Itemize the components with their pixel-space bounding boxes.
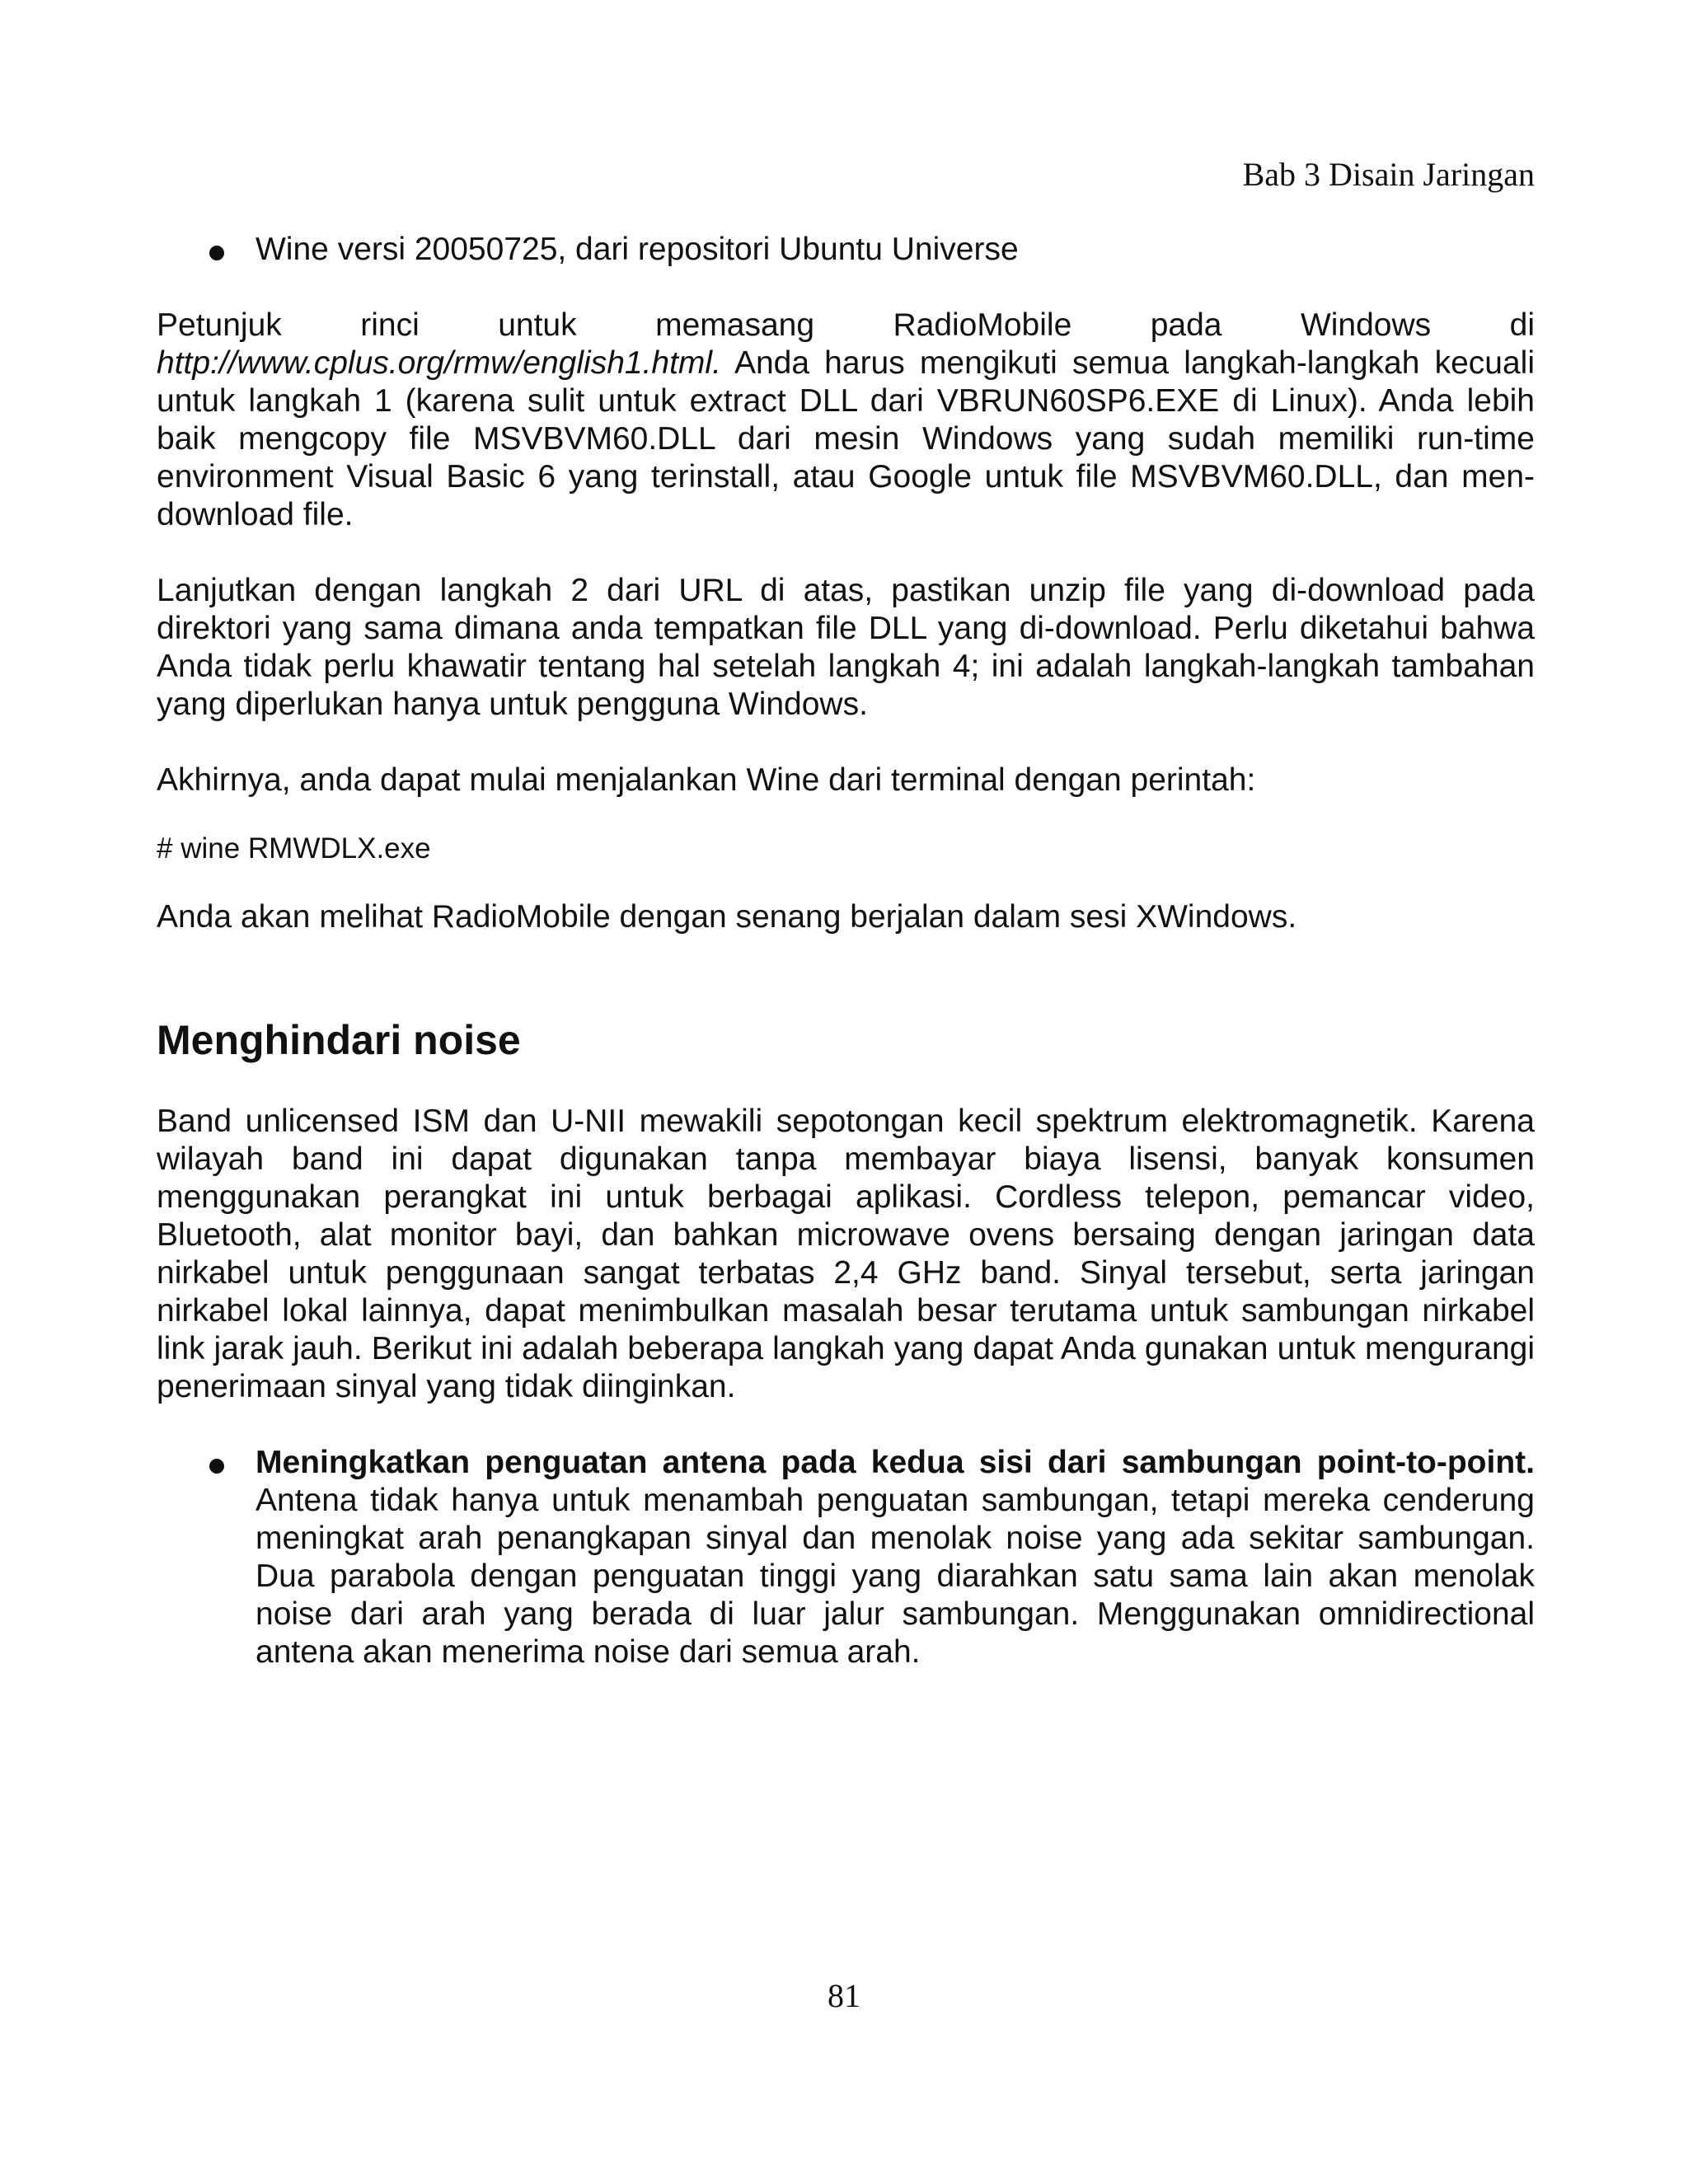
tip-title: Meningkatkan penguatan antena pada kedua sisi dari sambungan point-to-point. [256, 1445, 1535, 1480]
tip-text: Antena tidak hanya untuk menambah penguatan sambungan, tetapi mereka cenderung meningkat arah penangkapan sinyal dan menolak noise yang ada sekitar sambungan. Dua parabola dengan penguatan tinggi yang diarahkan satu sama lain akan menolak noise dari arah yang berada di luar jalur sambungan. Menggunakan omnidirectional antena akan menerima noise dari semua arah. [256, 1483, 1535, 1670]
command-line: # wine RMWDLX.exe [157, 832, 431, 865]
instructions-paragraph [157, 307, 1535, 534]
continue-paragraph: Lanjutkan dengan langkah 2 dari URL di atas, pastikan unzip file yang di-download pada direktori yang sama dimana anda tempatkan file DLL yang di-download. Perlu diketahui bahwa Anda tidak perlu khawatir tentang hal setelah langkah 4; ini adalah langkah-langkah tambahan yang diperlukan hanya untuk pengguna Windows. [157, 573, 1535, 722]
running-header: Bab 3 Disain Jaringan [1242, 156, 1535, 193]
page-number: 81 [828, 1977, 860, 2014]
instructions-lead: Petunjuk rinci untuk memasang RadioMobile pada Windows di [157, 307, 1535, 343]
result-paragraph: Anda akan melihat RadioMobile dengan senang berjalan dalam sesi XWindows. [157, 899, 1297, 935]
section-heading: Menghindari noise [157, 1017, 521, 1063]
list-item [157, 1444, 1535, 1671]
bullet-dot-icon [209, 246, 224, 260]
finally-paragraph: Akhirnya, anda dapat mulai menjalankan Wine dari terminal dengan perintah: [157, 762, 1256, 798]
section-intro-paragraph: Band unlicensed ISM dan U-NII mewakili sepotongan kecil spektrum elektromagnetik. Karena wilayah band ini dapat digunakan tanpa membayar biaya lisensi, banyak konsumen menggunakan perangkat ini untuk berbagai aplikasi. Cordless telepon, pemancar video, Bluetooth, alat monitor bayi, dan bahkan microwave ovens bersaing dengan jaringan data nirkabel untuk penggunaan sangat terbatas 2,4 GHz band. Sinyal tersebut, serta jaringan nirkabel lokal lainnya, dapat menimbulkan masalah besar terutama untuk sambungan nirkabel link jarak jauh. Berikut ini adalah beberapa langkah yang dapat Anda gunakan untuk mengurangi penerimaan sinyal yang tidak diinginkan. [157, 1104, 1535, 1404]
bullet-dot-icon [209, 1459, 224, 1474]
noise-tips-list [157, 1444, 1535, 1671]
page-body [157, 231, 1535, 1671]
requirements-list [157, 231, 1535, 269]
list-item-text: Wine versi 20050725, dari repositori Ubuntu Universe [256, 232, 1019, 267]
instructions-url[interactable]: http://www.cplus.org/rmw/english1.html. [157, 345, 721, 381]
list-item [157, 231, 1535, 269]
instructions-rest: Anda harus mengikuti semua langkah-langkah kecuali untuk langkah 1 (karena sulit untuk extract DLL dari VBRUN60SP6.EXE di Linux). Anda lebih baik mengcopy file MSVBVM60.DLL dari mesin Windows yang sudah memiliki run-time environment Visual Basic 6 yang terinstall, atau Google untuk file MSVBVM60.DLL, dan men-download file. [157, 345, 1535, 532]
